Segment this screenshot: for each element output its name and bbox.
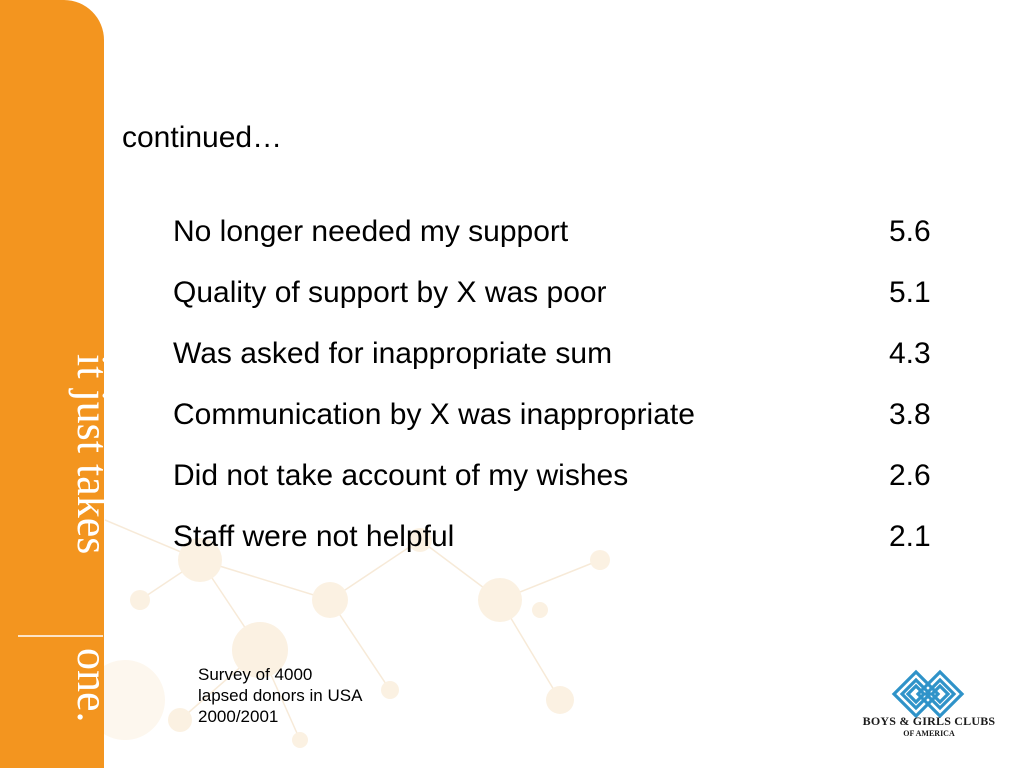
logo-subname: OF AMERICA: [903, 729, 955, 738]
list-item: [173, 456, 943, 517]
reason-label: Did not take account of my wishes: [173, 459, 629, 492]
reason-label: Was asked for inappropriate sum: [173, 337, 613, 370]
logo-name: BOYS & GIRLS CLUBS: [862, 714, 996, 728]
list-item: [173, 517, 943, 578]
boys-girls-clubs-logo: [858, 660, 1003, 745]
list-item: [173, 273, 943, 334]
reason-value: 5.1: [889, 276, 931, 309]
reason-label: Staff were not helpful: [173, 520, 455, 553]
reasons-list: [173, 212, 943, 578]
footnote-line: lapsed donors in USA: [198, 686, 363, 705]
reason-label: Quality of support by X was poor: [173, 276, 607, 309]
tagline: [8, 350, 117, 740]
footnote-line: Survey of 4000: [198, 665, 313, 684]
tagline-top: it just takes: [68, 354, 117, 555]
tagline-bottom: one.: [68, 648, 117, 723]
survey-footnote: [198, 664, 362, 727]
reason-value: 4.3: [889, 337, 931, 370]
list-item: [173, 395, 943, 456]
reason-value: 3.8: [889, 398, 931, 431]
reason-label: Communication by X was inappropriate: [173, 398, 695, 431]
page-heading: continued…: [122, 121, 283, 154]
reason-value: 5.6: [889, 215, 931, 248]
list-item: [173, 334, 943, 395]
list-item: [173, 212, 943, 273]
reason-label: No longer needed my support: [173, 215, 569, 248]
orange-sidebar: [0, 0, 117, 768]
reason-value: 2.6: [889, 459, 931, 492]
reason-value: 2.1: [889, 520, 931, 553]
logo-mark-icon: [886, 664, 970, 720]
footnote-line: 2000/2001: [198, 707, 279, 726]
